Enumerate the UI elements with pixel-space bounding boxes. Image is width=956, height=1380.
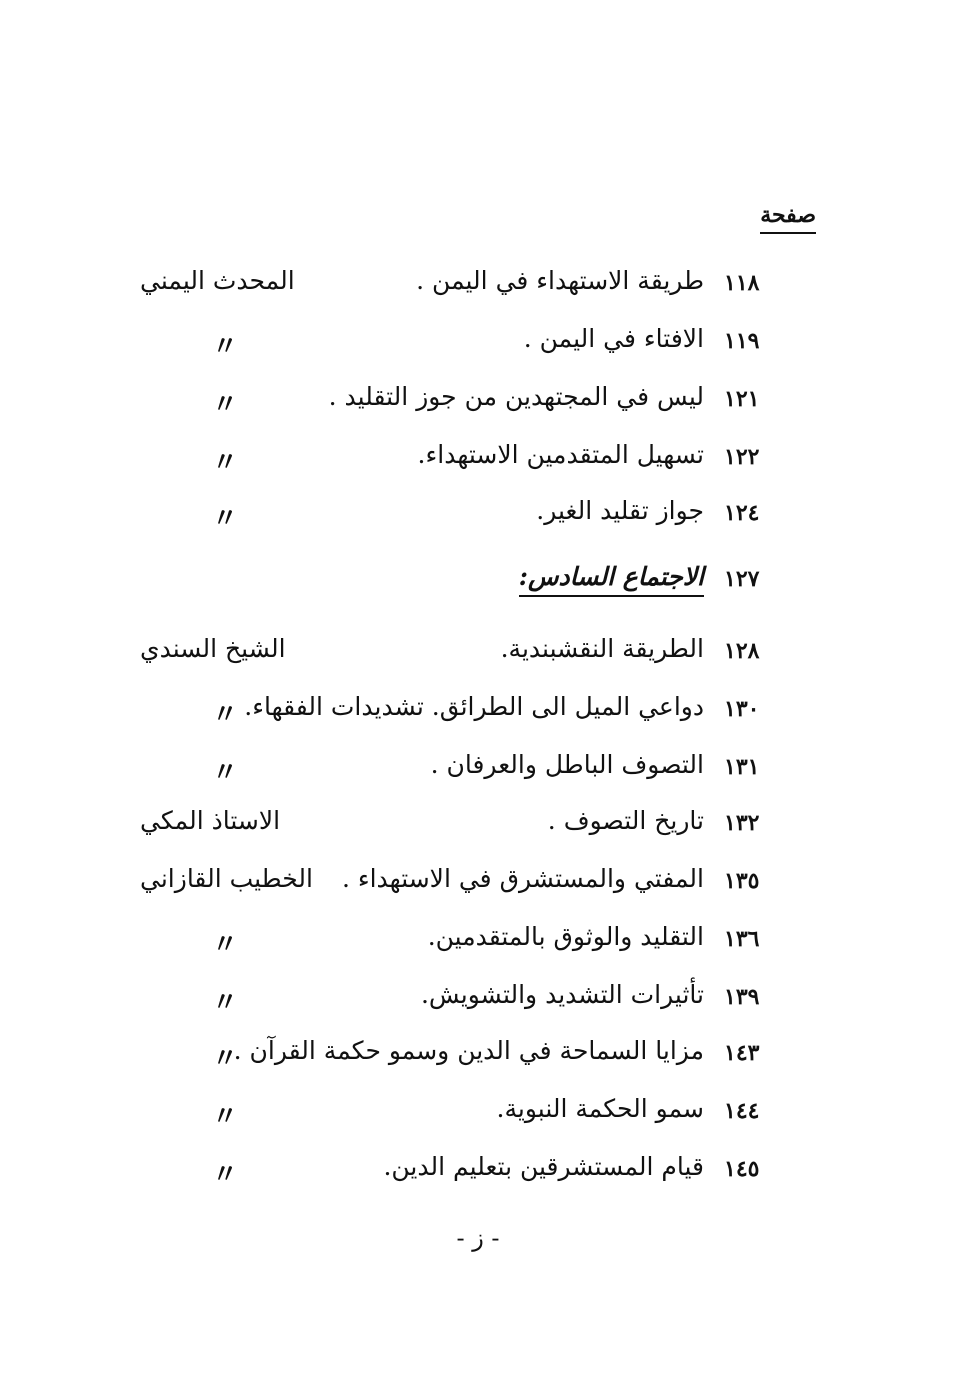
toc-speaker: الشيخ السندي — [140, 634, 286, 663]
ditto-mark: 〃 — [212, 930, 239, 960]
toc-row — [0, 864, 956, 912]
ditto-mark: 〃 — [212, 1160, 239, 1190]
toc-page-number: ١٢١ — [724, 386, 760, 412]
toc-speaker: المحدث اليمني — [140, 266, 295, 295]
toc-page-number: ١٢٢ — [724, 444, 760, 470]
toc-row — [0, 750, 956, 798]
page-number: - ز - — [456, 1224, 500, 1252]
ditto-mark: 〃 — [212, 758, 239, 788]
toc-row — [0, 266, 956, 314]
toc-title: المفتي والمستشرق في الاستهداء . — [341, 864, 704, 893]
toc-title: ليس في المجتهدين من جوز التقليد . — [328, 382, 704, 411]
toc-page-number: ١٣٦ — [724, 926, 760, 952]
toc-page-number: ١٢٨ — [724, 638, 760, 664]
toc-title: الافتاء في اليمن . — [523, 324, 704, 353]
toc-page-number: ١٣٩ — [724, 984, 760, 1010]
toc-page-number: ١٣٠ — [724, 696, 760, 722]
toc-row — [0, 324, 956, 372]
ditto-mark: 〃 — [212, 988, 239, 1018]
toc-page-number: ١٢٧ — [724, 566, 760, 592]
toc-row — [0, 922, 956, 970]
toc-title: التقليد والوثوق بالمتقدمين. — [427, 922, 704, 951]
toc-row — [0, 440, 956, 488]
toc-row — [0, 382, 956, 430]
toc-page-number: ١٣١ — [724, 754, 760, 780]
toc-title: طريقة الاستهداء في اليمن . — [416, 266, 704, 295]
toc-row — [0, 1152, 956, 1200]
toc-speaker: الاستاذ المكي — [140, 806, 281, 835]
toc-page-number: ١١٩ — [724, 328, 760, 354]
toc-title: تاريخ التصوف . — [547, 806, 704, 835]
toc-title: الطريقة النقشبندية. — [500, 634, 704, 663]
ditto-mark: 〃 — [212, 448, 239, 478]
ditto-mark: 〃 — [212, 700, 239, 730]
toc-page-number: ١٣٢ — [724, 810, 760, 836]
toc-page-number: ١٣٥ — [724, 868, 760, 894]
toc-title: دواعي الميل الى الطرائق. تشديدات الفقهاء. — [244, 692, 704, 721]
ditto-mark: 〃 — [212, 332, 239, 362]
toc-section-row — [0, 562, 956, 610]
toc-row — [0, 496, 956, 544]
toc-page-number: ١٤٥ — [724, 1156, 760, 1182]
toc-row — [0, 980, 956, 1028]
toc-page-number: ١٢٤ — [724, 500, 760, 526]
ditto-mark: 〃 — [212, 1102, 239, 1132]
section-heading: الاجتماع السادس: — [519, 562, 704, 597]
toc-title: تسهيل المتقدمين الاستهداء. — [417, 440, 704, 469]
toc-speaker: الخطيب القازاني — [140, 864, 313, 893]
ditto-mark: 〃 — [212, 1044, 239, 1074]
toc-row — [0, 1094, 956, 1142]
page-column-header: صفحة — [760, 202, 816, 234]
toc-title: جواز تقليد الغير. — [536, 496, 704, 525]
toc-page-number: ١٤٤ — [724, 1098, 760, 1124]
toc-row — [0, 1036, 956, 1084]
toc-title: سمو الحكمة النبوية. — [496, 1094, 704, 1123]
toc-page-number: ١١٨ — [724, 270, 760, 296]
toc-title: التصوف الباطل والعرفان . — [430, 750, 704, 779]
toc-title: مزايا السماحة في الدين وسمو حكمة القرآن . — [233, 1036, 704, 1065]
toc-row — [0, 806, 956, 854]
toc-page-number: ١٤٣ — [724, 1040, 760, 1066]
ditto-mark: 〃 — [212, 390, 239, 420]
ditto-mark: 〃 — [212, 504, 239, 534]
toc-title: تأثيرات التشديد والتشويش. — [420, 980, 704, 1009]
toc-title: قيام المستشرقين بتعليم الدين. — [383, 1152, 704, 1181]
toc-row — [0, 634, 956, 682]
toc-row — [0, 692, 956, 740]
